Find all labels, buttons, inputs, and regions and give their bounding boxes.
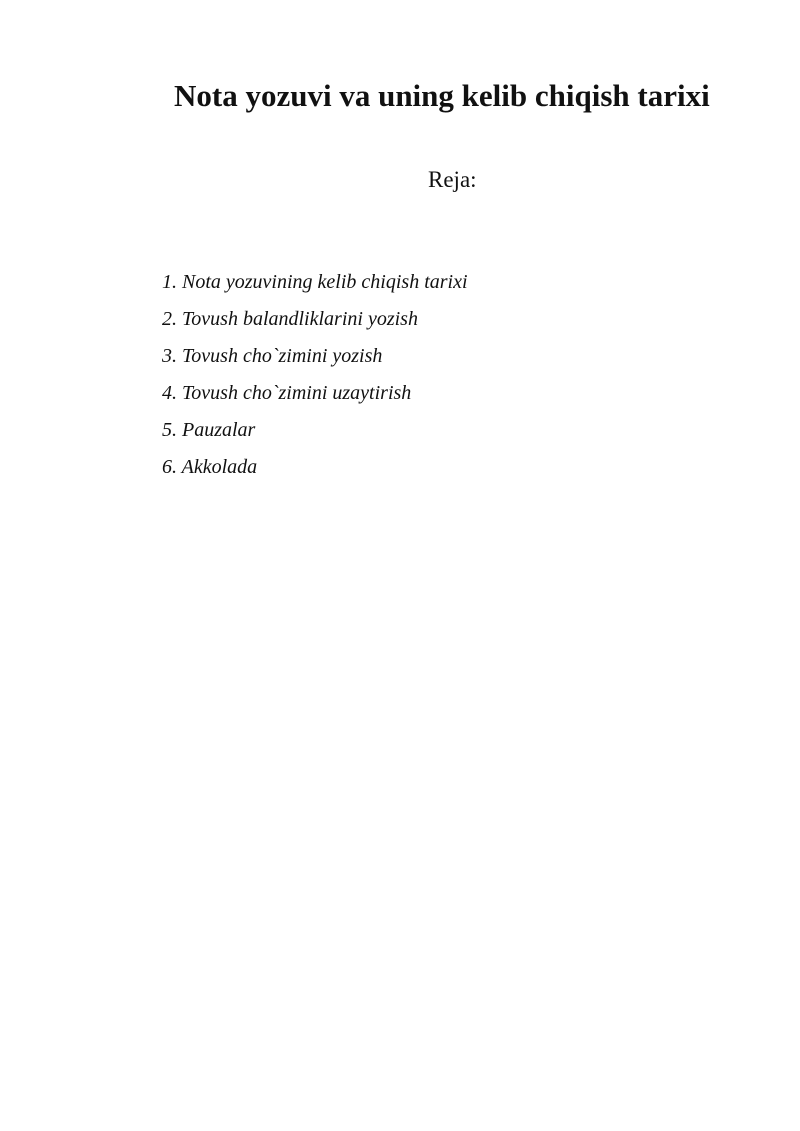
plan-item: 5. Pauzalar (162, 419, 256, 441)
plan-list (162, 270, 468, 492)
plan-item: 2. Tovush balandliklarini yozish (162, 308, 418, 330)
plan-item: 4. Tovush cho`zimini uzaytirish (162, 382, 412, 404)
document-title: Nota yozuvi va uning kelib chiqish tarixi (174, 78, 710, 113)
plan-item: 1. Nota yozuvining kelib chiqish tarixi (162, 271, 468, 293)
plan-heading: Reja: (428, 167, 477, 192)
plan-item: 3. Tovush cho`zimini yozish (162, 345, 383, 367)
plan-item: 6. Akkolada (162, 456, 258, 478)
